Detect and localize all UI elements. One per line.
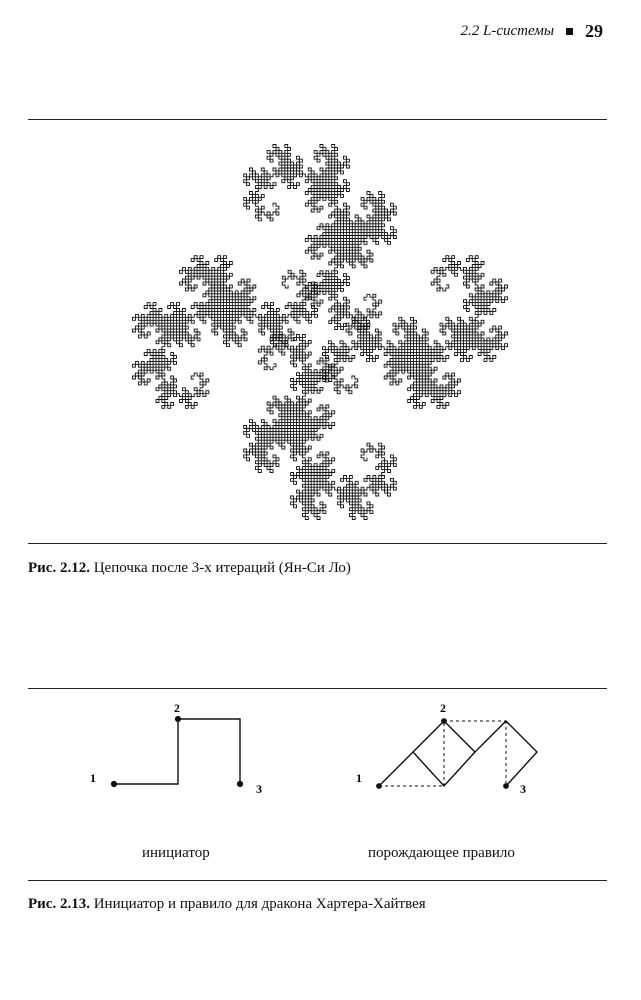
fractal-arm-1 [323,256,508,409]
initiator-point-1 [112,782,117,787]
generator-point-3 [504,784,509,789]
header-bullet [566,28,573,35]
initiator-label-1: 1 [90,771,96,785]
generator-diagram [377,719,537,789]
fractal-arm-3 [133,256,318,409]
page-number: 29 [585,20,603,41]
fractal-arm-2 [244,335,397,520]
figure-2-12-caption [28,560,351,577]
figure-2-13-bottom-rule [28,880,607,881]
initiator-label-3: 3 [256,782,262,796]
generator-bottom-path [413,752,475,786]
figure-2-13-label: Рис. 2.13. [28,896,90,912]
generator-label-3: 3 [520,782,526,796]
figure-2-13-caption [28,896,426,913]
figure-2-12-label: Рис. 2.12. [28,560,90,576]
section-title: 2.2 L-системы [460,22,554,39]
initiator-point-3 [238,782,243,787]
initiator-point-2 [176,717,181,722]
figure-2-12-top-rule [28,119,607,120]
initiator-caption: инициатор [142,845,210,861]
fractal-dragon-chain [0,122,641,542]
generator-top-path [379,721,537,786]
figure-2-12-caption-text: Цепочка после 3-х итераций (Ян-Си Ло) [93,560,351,576]
figure-2-13-diagram [0,690,641,830]
initiator-diagram [112,717,243,787]
figure-2-13-top-rule [28,688,607,689]
generator-caption: порождающее правило [368,845,515,861]
generator-point-1 [377,784,382,789]
figure-2-13-caption-text: Инициатор и правило для дракона Хартера-Хайтвея [93,896,426,912]
initiator-label-2: 2 [174,701,180,715]
generator-point-2 [442,719,447,724]
fractal-arm-4 [244,145,397,330]
figure-2-12-bottom-rule [28,543,607,544]
generator-label-1: 1 [356,771,362,785]
running-header [460,20,603,42]
initiator-path [114,719,240,784]
generator-label-2: 2 [440,701,446,715]
